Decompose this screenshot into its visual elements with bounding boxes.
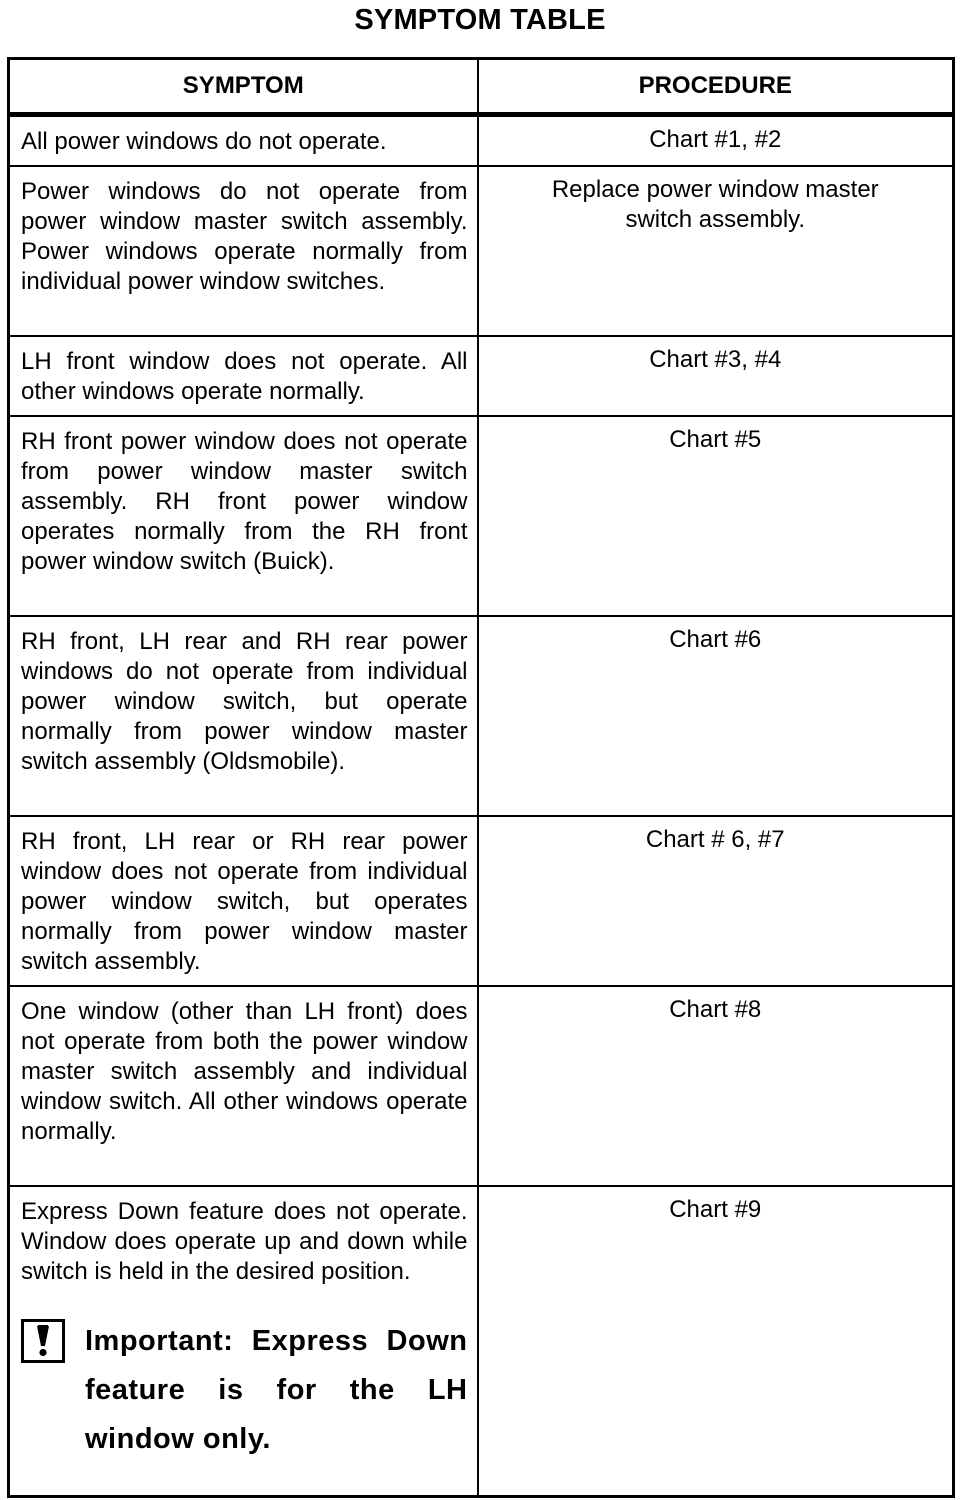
- procedure-cell: Chart #6: [478, 616, 954, 816]
- symptom-cell: One window (other than LH front) does not operate from both the power window master switch assembly and individual window switch. All other windows operate normally.: [9, 986, 478, 1186]
- table-row: [9, 616, 954, 816]
- procedure-cell: Chart #5: [478, 416, 954, 616]
- page-title: SYMPTOM TABLE: [354, 4, 606, 36]
- procedure-column-header: PROCEDURE: [478, 59, 954, 115]
- symptom-cell: RH front power window does not operate from power window master switch assembly. RH front power window operates normally from the RH front power window switch (Buick).: [9, 416, 478, 616]
- procedure-cell: Chart #9: [478, 1186, 954, 1496]
- table-row: [9, 416, 954, 616]
- table-row: [9, 166, 954, 336]
- symptom-cell: RH front, LH rear or RH rear power window does not operate from individual power window switch, but operates normally from power window master switch assembly.: [9, 816, 478, 986]
- symptom-cell: Power windows do not operate from power window master switch assembly. Power windows operate normally from individual power window switches.: [9, 166, 478, 336]
- important-note: [21, 1317, 468, 1464]
- exclamation-icon-glyph: [30, 1324, 56, 1358]
- exclamation-icon: [21, 1319, 65, 1363]
- symptom-text: Express Down feature does not operate. Window does operate up and down while switch is held in the desired position.: [21, 1198, 468, 1285]
- table-row: [9, 816, 954, 986]
- table-header-row: [9, 59, 954, 115]
- procedure-text: Replace power window master switch assembly.: [551, 176, 879, 233]
- symptom-cell: [9, 1186, 478, 1496]
- procedure-cell: [478, 166, 954, 336]
- table-row: [9, 1186, 954, 1496]
- table-row: [9, 986, 954, 1186]
- procedure-cell: Chart #1, #2: [478, 115, 954, 167]
- symptom-table: [7, 57, 955, 1498]
- procedure-cell: Chart #3, #4: [478, 336, 954, 416]
- table-row: [9, 336, 954, 416]
- procedure-cell: Chart # 6, #7: [478, 816, 954, 986]
- table-row: [9, 115, 954, 167]
- important-note-text: Important: Express Down feature is for the LH window only.: [85, 1325, 468, 1455]
- symptom-cell: RH front, LH rear and RH rear power windows do not operate from individual power window switch, but operate normally from power window master switch assembly (Oldsmobile).: [9, 616, 478, 816]
- procedure-cell: Chart #8: [478, 986, 954, 1186]
- symptom-cell: LH front window does not operate. All other windows operate normally.: [9, 336, 478, 416]
- symptom-cell: All power windows do not operate.: [9, 115, 478, 167]
- symptom-column-header: SYMPTOM: [9, 59, 478, 115]
